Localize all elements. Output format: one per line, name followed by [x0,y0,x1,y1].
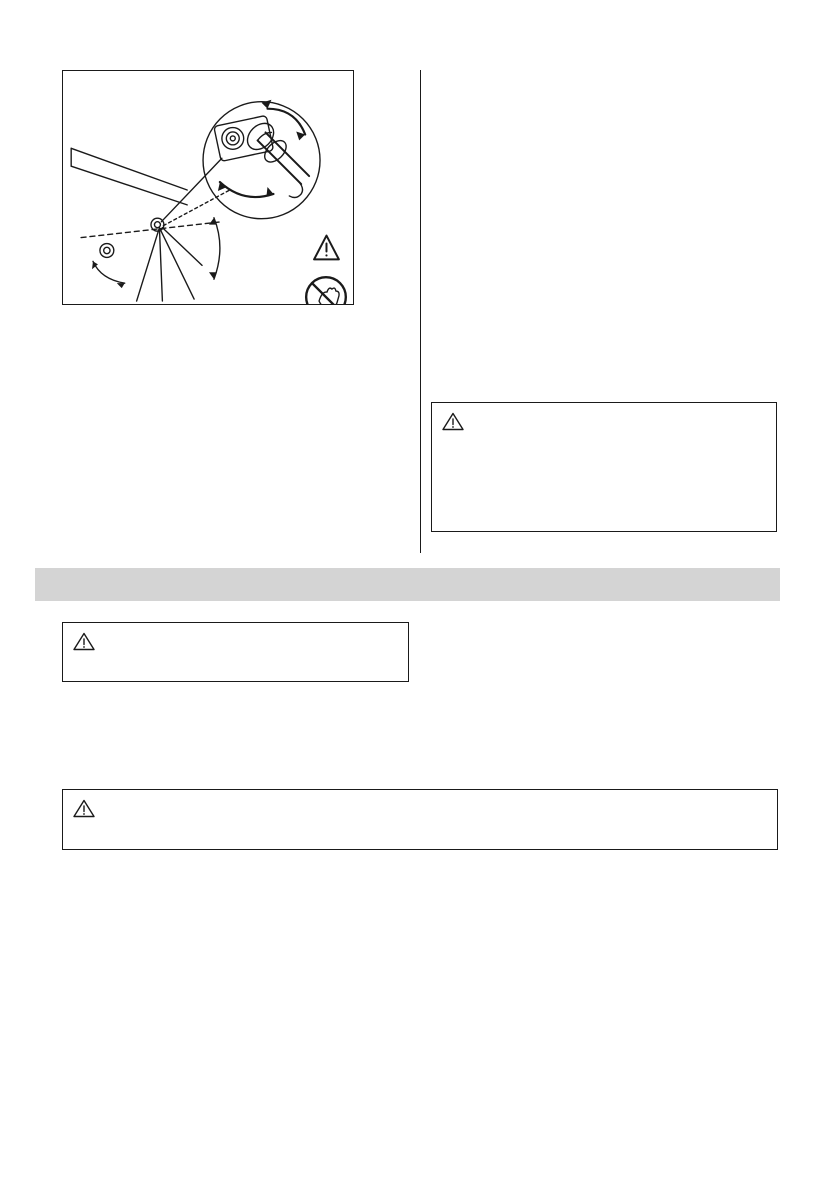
body-text-below-wide-note [62,868,778,988]
column-divider [420,70,421,553]
section-heading-band [35,568,780,601]
warning-triangle-icon [442,412,464,431]
left-column-body [62,320,409,540]
caution-box-left [62,622,409,682]
caution-box-wide [62,789,778,850]
body-text-below-left-note [62,700,778,770]
warning-triangle-icon [73,632,95,651]
figure-illustration-box [62,70,354,305]
right-column-body [431,78,778,378]
caution-box-right [431,402,777,532]
warning-triangle-icon [73,799,95,818]
adjustment-knob-illustration [63,71,353,304]
